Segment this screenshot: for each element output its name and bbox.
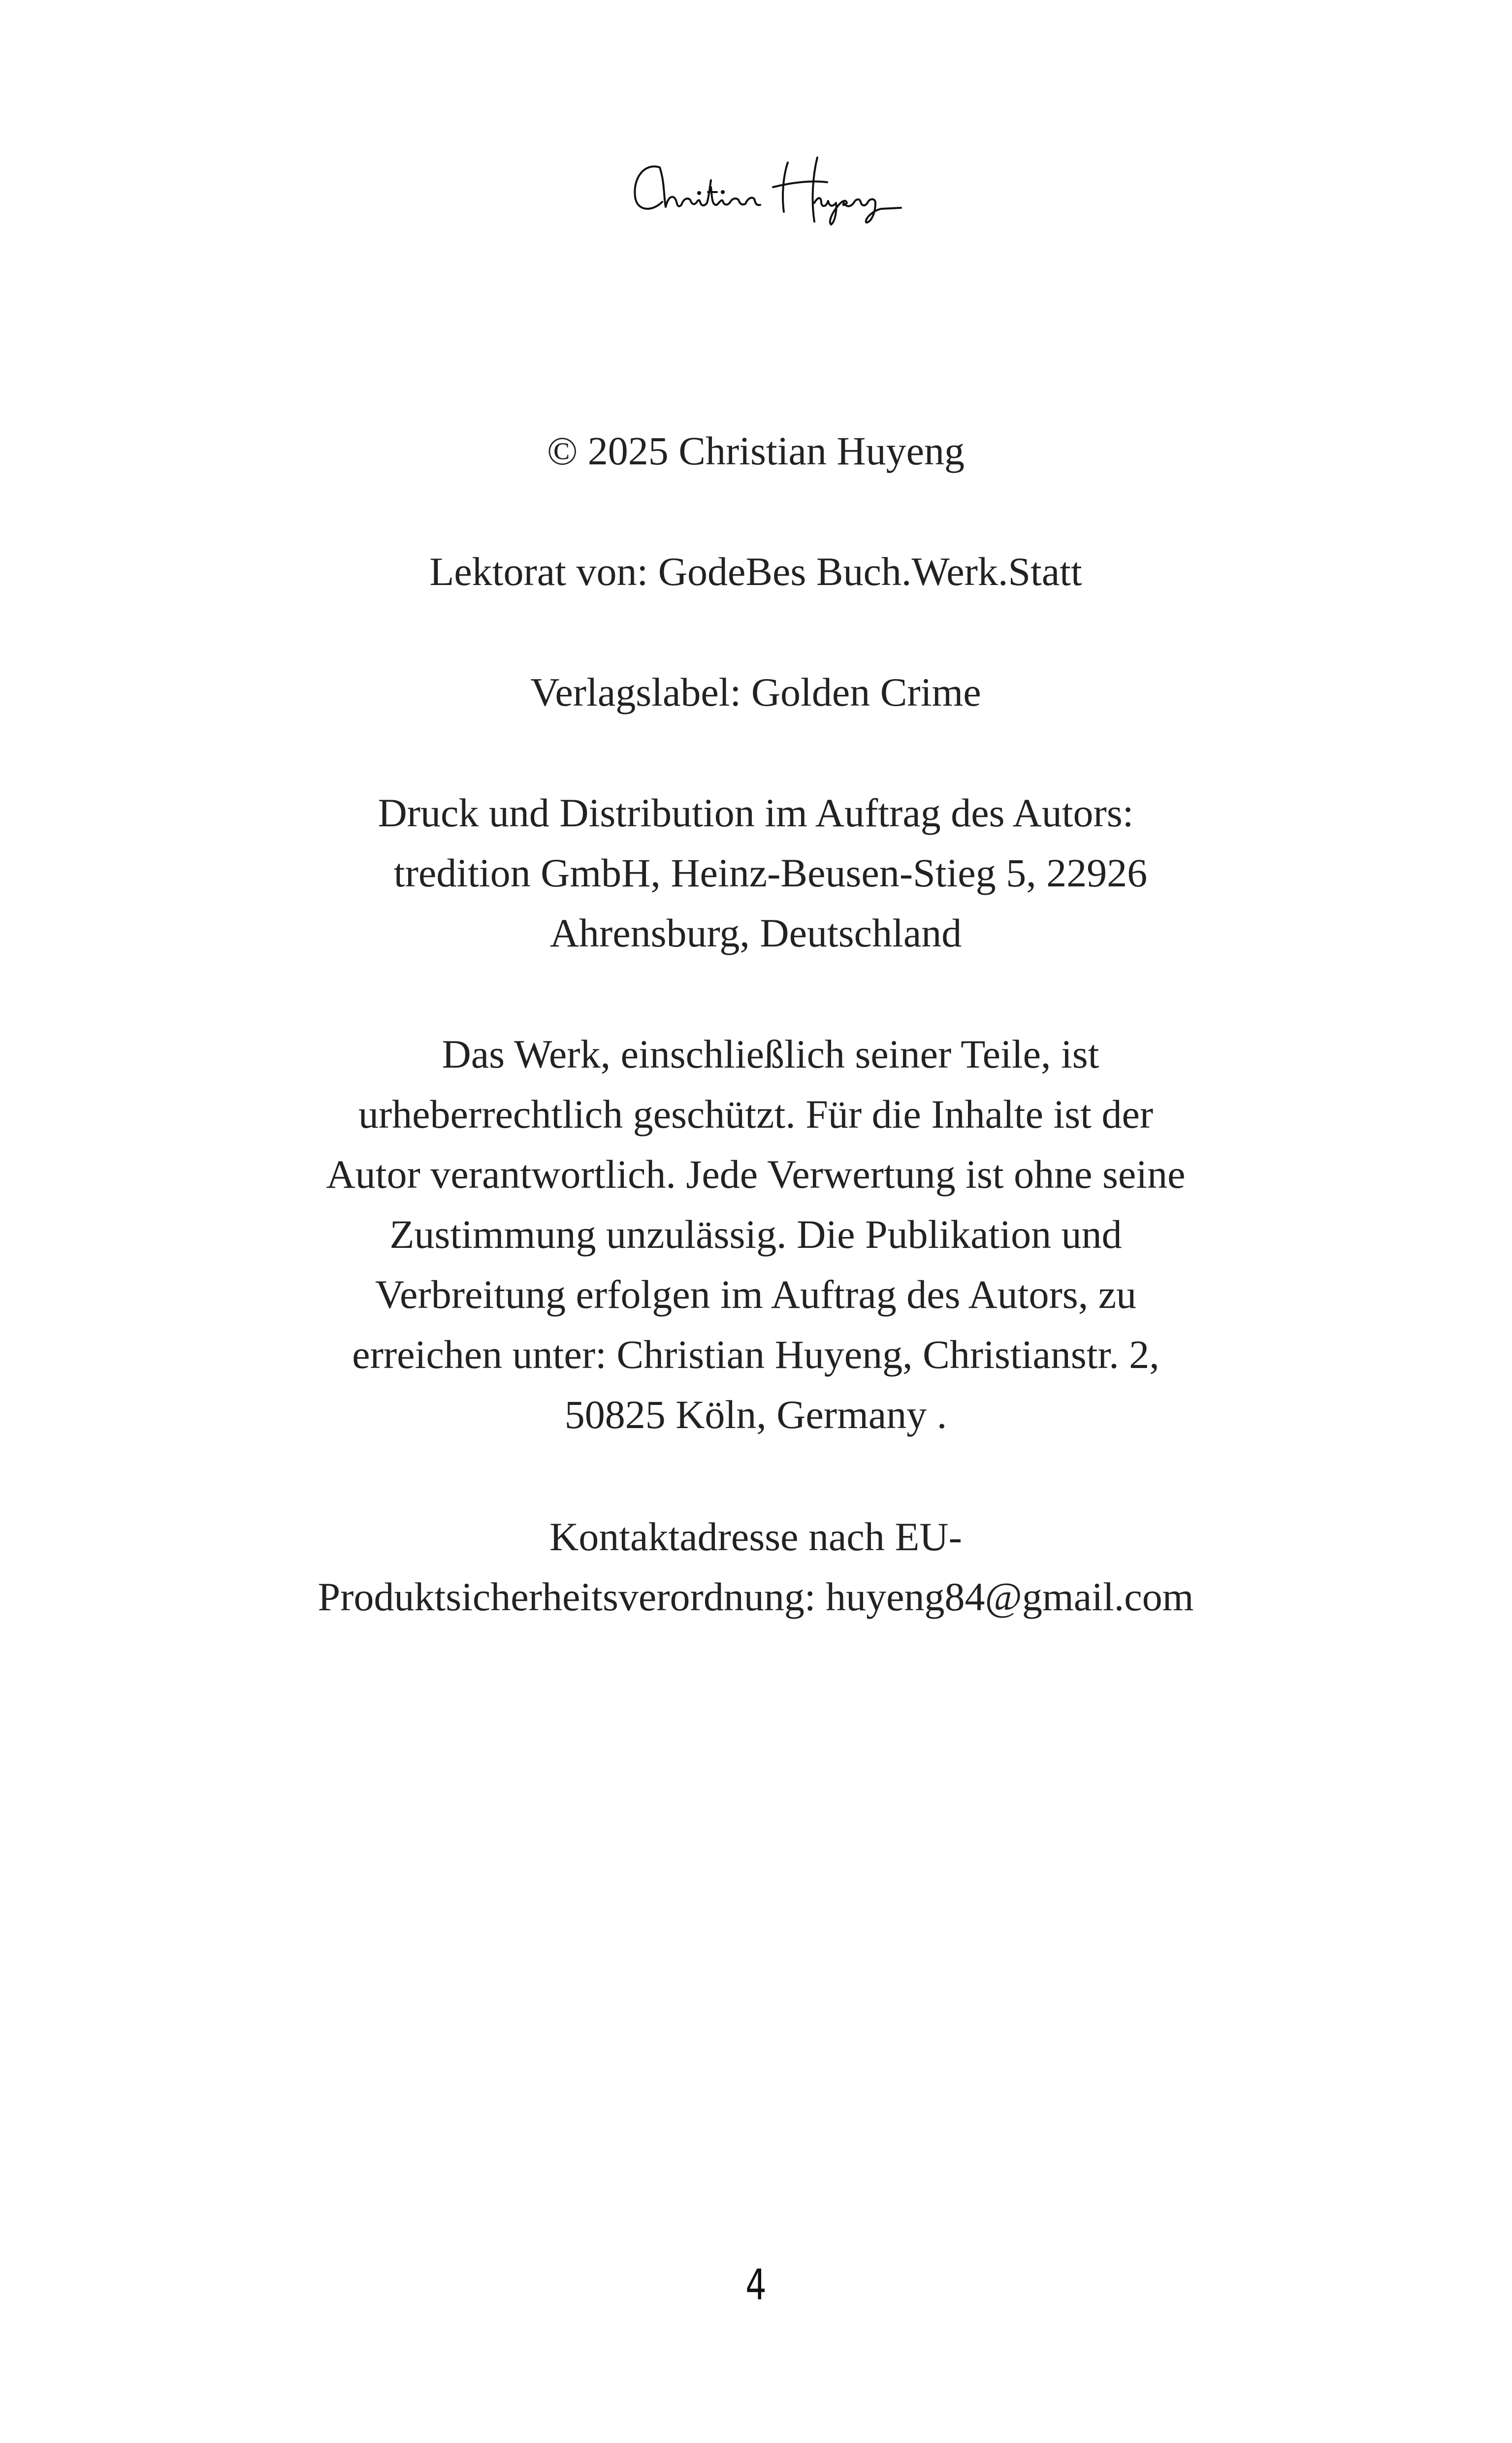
publisher-label-text: Verlagslabel: Golden Crime — [530, 670, 981, 715]
contact-block — [212, 1507, 1300, 1627]
print-distribution-line: Ahrensburg, Deutschland — [549, 911, 962, 955]
copyright-notice-line: Das Werk, einschließlich seiner Teile, ist — [442, 1032, 1099, 1076]
lektorat-text: Lektorat von: GodeBes Buch.Werk.Statt — [429, 549, 1082, 594]
copyright-text: © 2025 Christian Huyeng — [547, 428, 965, 473]
lektorat-line — [212, 542, 1300, 602]
copyright-notice-line: Autor verantwortlich. Jede Verwertung ist ohne seine — [326, 1152, 1186, 1197]
copyright-line — [212, 421, 1300, 481]
copyright-notice-line: Zustimmung unzulässig. Die Publikation und — [389, 1212, 1122, 1257]
copyright-notice-line: urheberrechtlich geschützt. Für die Inhalte ist der — [358, 1092, 1154, 1137]
author-signature-logo — [625, 148, 911, 227]
print-distribution-line: Druck und Distribution im Auftrag des Autors: — [378, 790, 1134, 835]
print-distribution-block — [212, 783, 1300, 963]
contact-line: Produktsicherheitsverordnung: huyeng84@gmail.com — [318, 1574, 1194, 1619]
copyright-notice-line: Verbreitung erfolgen im Auftrag des Autors, zu — [375, 1272, 1137, 1317]
publisher-label-line — [212, 662, 1300, 722]
print-distribution-line: tredition GmbH, Heinz-Beusen-Stieg 5, 22926 — [393, 850, 1148, 895]
contact-line: Kontaktadresse nach EU- — [549, 1514, 962, 1559]
copyright-notice-block — [212, 1024, 1300, 1445]
copyright-notice-line: 50825 Köln, Germany . — [564, 1392, 947, 1437]
copyright-notice-line: erreichen unter: Christian Huyeng, Christianstr. 2, — [352, 1332, 1159, 1377]
page-number: 4 — [745, 2260, 767, 2310]
